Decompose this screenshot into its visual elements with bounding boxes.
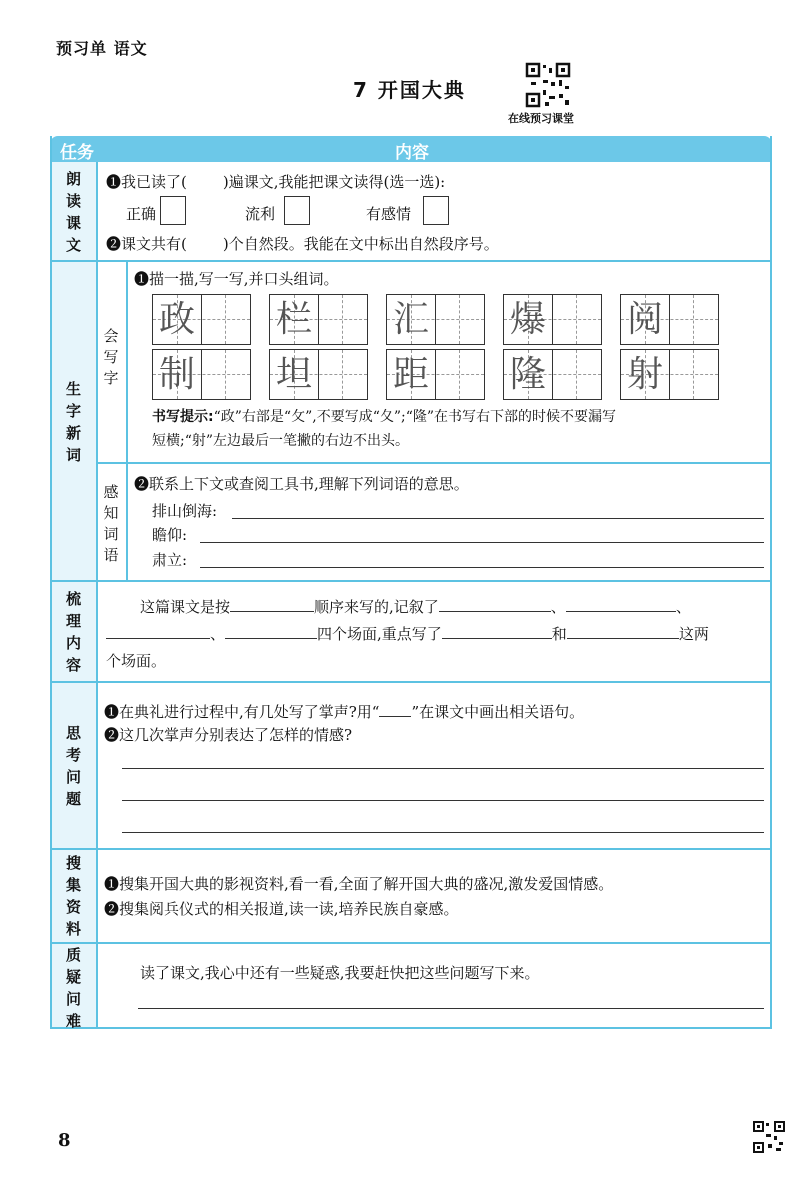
answer-line-question[interactable] <box>138 1008 764 1009</box>
collect-item-1: ❶搜集开国大典的影视资料,看一看,全面了解开国大典的盛况,激发爱国情感。 <box>104 875 614 893</box>
underline-sample <box>379 702 411 717</box>
trace-character: 射 <box>626 354 663 395</box>
subsection-label-write: 会写字 <box>103 327 119 387</box>
reading-q1-suffix: )遍课文,我能把课文读得(选一选): <box>222 173 446 191</box>
trace-character: 阅 <box>626 299 663 340</box>
section-label-reading: 朗读课文 <box>65 170 81 254</box>
row-divider <box>50 580 772 582</box>
word-label-2: 瞻仰: <box>152 526 188 544</box>
answer-line-word-2[interactable] <box>200 542 764 543</box>
trace-character: 政 <box>158 299 195 340</box>
section-label-outline: 梳理内容 <box>65 590 81 674</box>
checkbox-fluent[interactable] <box>284 196 310 225</box>
writing-tip-line2: 短横;“射”左边最后一笔撇的右边不出头。 <box>152 433 410 449</box>
reading-q1 <box>106 171 445 192</box>
outline-blank-scene2[interactable] <box>566 597 676 612</box>
writing-tip-label: 书写提示: <box>152 409 214 425</box>
section-label-think: 思考问题 <box>65 724 81 808</box>
char-practice-grid[interactable] <box>269 294 368 345</box>
row-divider <box>50 848 772 850</box>
char-practice-grid[interactable] <box>386 349 485 400</box>
outline-text-h: 这两 <box>678 625 709 643</box>
vocab-subdivider <box>126 260 128 580</box>
section-label-collect: 搜集资料 <box>65 854 81 938</box>
option-fluent: 流利 <box>245 205 276 223</box>
answer-line-think-1[interactable] <box>122 768 764 769</box>
think-q1-suffix: ”在课文中画出相关语句。 <box>411 703 585 721</box>
vocab-q2: ❷联系上下文或查阅工具书,理解下列词语的意思。 <box>134 475 469 493</box>
think-q1-prefix: ❶在典礼进行过程中,有几处写了掌声?用“ <box>104 703 380 721</box>
think-q1 <box>104 701 584 722</box>
outline-line1 <box>140 596 691 617</box>
outline-blank-focus2[interactable] <box>567 624 679 639</box>
trace-character: 距 <box>392 354 429 395</box>
writing-tip-text1: “政”右部是“攵”,不要写成“夂”;“隆”在书写右下部的时候不要漏写 <box>213 409 617 425</box>
think-q2: ❷这几次掌声分别表达了怎样的情感? <box>104 726 353 744</box>
outline-line3: 个场面。 <box>106 652 167 670</box>
outline-text-a: 这篇课文是按 <box>140 598 231 616</box>
checkbox-correct[interactable] <box>160 196 186 225</box>
outline-text-g: 和 <box>551 625 567 643</box>
char-practice-grid[interactable] <box>386 294 485 345</box>
checkbox-emotion[interactable] <box>423 196 449 225</box>
qr-code-icon[interactable] <box>525 62 571 108</box>
lesson-title: 7 开国大典 <box>353 78 466 102</box>
row-divider <box>50 681 772 683</box>
outline-text-c: 、 <box>550 598 566 616</box>
row-divider <box>50 260 772 262</box>
word-label-3: 肃立: <box>152 551 188 569</box>
outline-text-b: 顺序来写的,记叙了 <box>314 598 439 616</box>
outline-blank-order[interactable] <box>230 597 314 612</box>
writing-tip-line1 <box>152 406 616 426</box>
char-practice-grid[interactable] <box>152 349 251 400</box>
collect-item-2: ❷搜集阅兵仪式的相关报道,读一读,培养民族自豪感。 <box>104 900 459 918</box>
outline-line2 <box>106 623 709 644</box>
row-divider <box>50 942 772 944</box>
reading-q1-prefix: ❶我已读了( <box>106 173 187 191</box>
qr-code-icon[interactable] <box>752 1120 786 1154</box>
outline-text-e: 、 <box>210 625 226 643</box>
char-practice-grid[interactable] <box>269 349 368 400</box>
vocab-q1: ❶描一描,写一写,并口头组词。 <box>134 270 339 288</box>
reading-count-input[interactable] <box>187 173 223 187</box>
answer-line-think-2[interactable] <box>122 800 764 801</box>
section-label-question: 质疑问难 <box>65 946 81 1030</box>
option-emotion: 有感情 <box>366 205 412 223</box>
outline-blank-scene1[interactable] <box>439 597 551 612</box>
outline-blank-focus1[interactable] <box>442 624 552 639</box>
outline-blank-scene3[interactable] <box>106 624 210 639</box>
subsection-label-sense: 感知词语 <box>103 483 119 564</box>
trace-character: 制 <box>158 354 195 395</box>
trace-character: 爆 <box>509 299 546 340</box>
word-label-1: 排山倒海: <box>152 502 218 520</box>
char-practice-grid[interactable] <box>620 294 719 345</box>
trace-character: 栏 <box>275 299 312 340</box>
char-practice-grid[interactable] <box>503 294 602 345</box>
outline-text-d: 、 <box>675 598 691 616</box>
answer-line-word-1[interactable] <box>232 518 764 519</box>
paragraph-count-input[interactable] <box>187 235 223 249</box>
question-prompt: 读了课文,我心中还有一些疑惑,我要赶快把这些问题写下来。 <box>140 964 540 982</box>
outline-blank-scene4[interactable] <box>225 624 317 639</box>
page-number: 8 <box>58 1130 71 1151</box>
option-correct: 正确 <box>126 205 157 223</box>
reading-q2-prefix: ❷课文共有( <box>106 235 187 253</box>
char-practice-grid[interactable] <box>620 349 719 400</box>
table-header-content: 内容 <box>395 143 429 163</box>
trace-character: 汇 <box>392 299 429 340</box>
section-label-vocab: 生字新词 <box>65 380 81 464</box>
qr-caption: 在线预习课堂 <box>508 112 574 125</box>
answer-line-think-3[interactable] <box>122 832 764 833</box>
char-practice-grid[interactable] <box>152 294 251 345</box>
page-header-label: 预习单 语文 <box>56 39 148 58</box>
answer-line-word-3[interactable] <box>200 567 764 568</box>
vocab-subdivider <box>96 462 772 464</box>
reading-q2 <box>106 233 499 254</box>
outline-text-f: 四个场面,重点写了 <box>317 625 442 643</box>
char-practice-grid[interactable] <box>503 349 602 400</box>
reading-q2-suffix: )个自然段。我能在文中标出自然段序号。 <box>222 235 499 253</box>
trace-character: 坦 <box>275 354 312 395</box>
trace-character: 隆 <box>509 354 546 395</box>
table-header-task: 任务 <box>60 143 94 163</box>
